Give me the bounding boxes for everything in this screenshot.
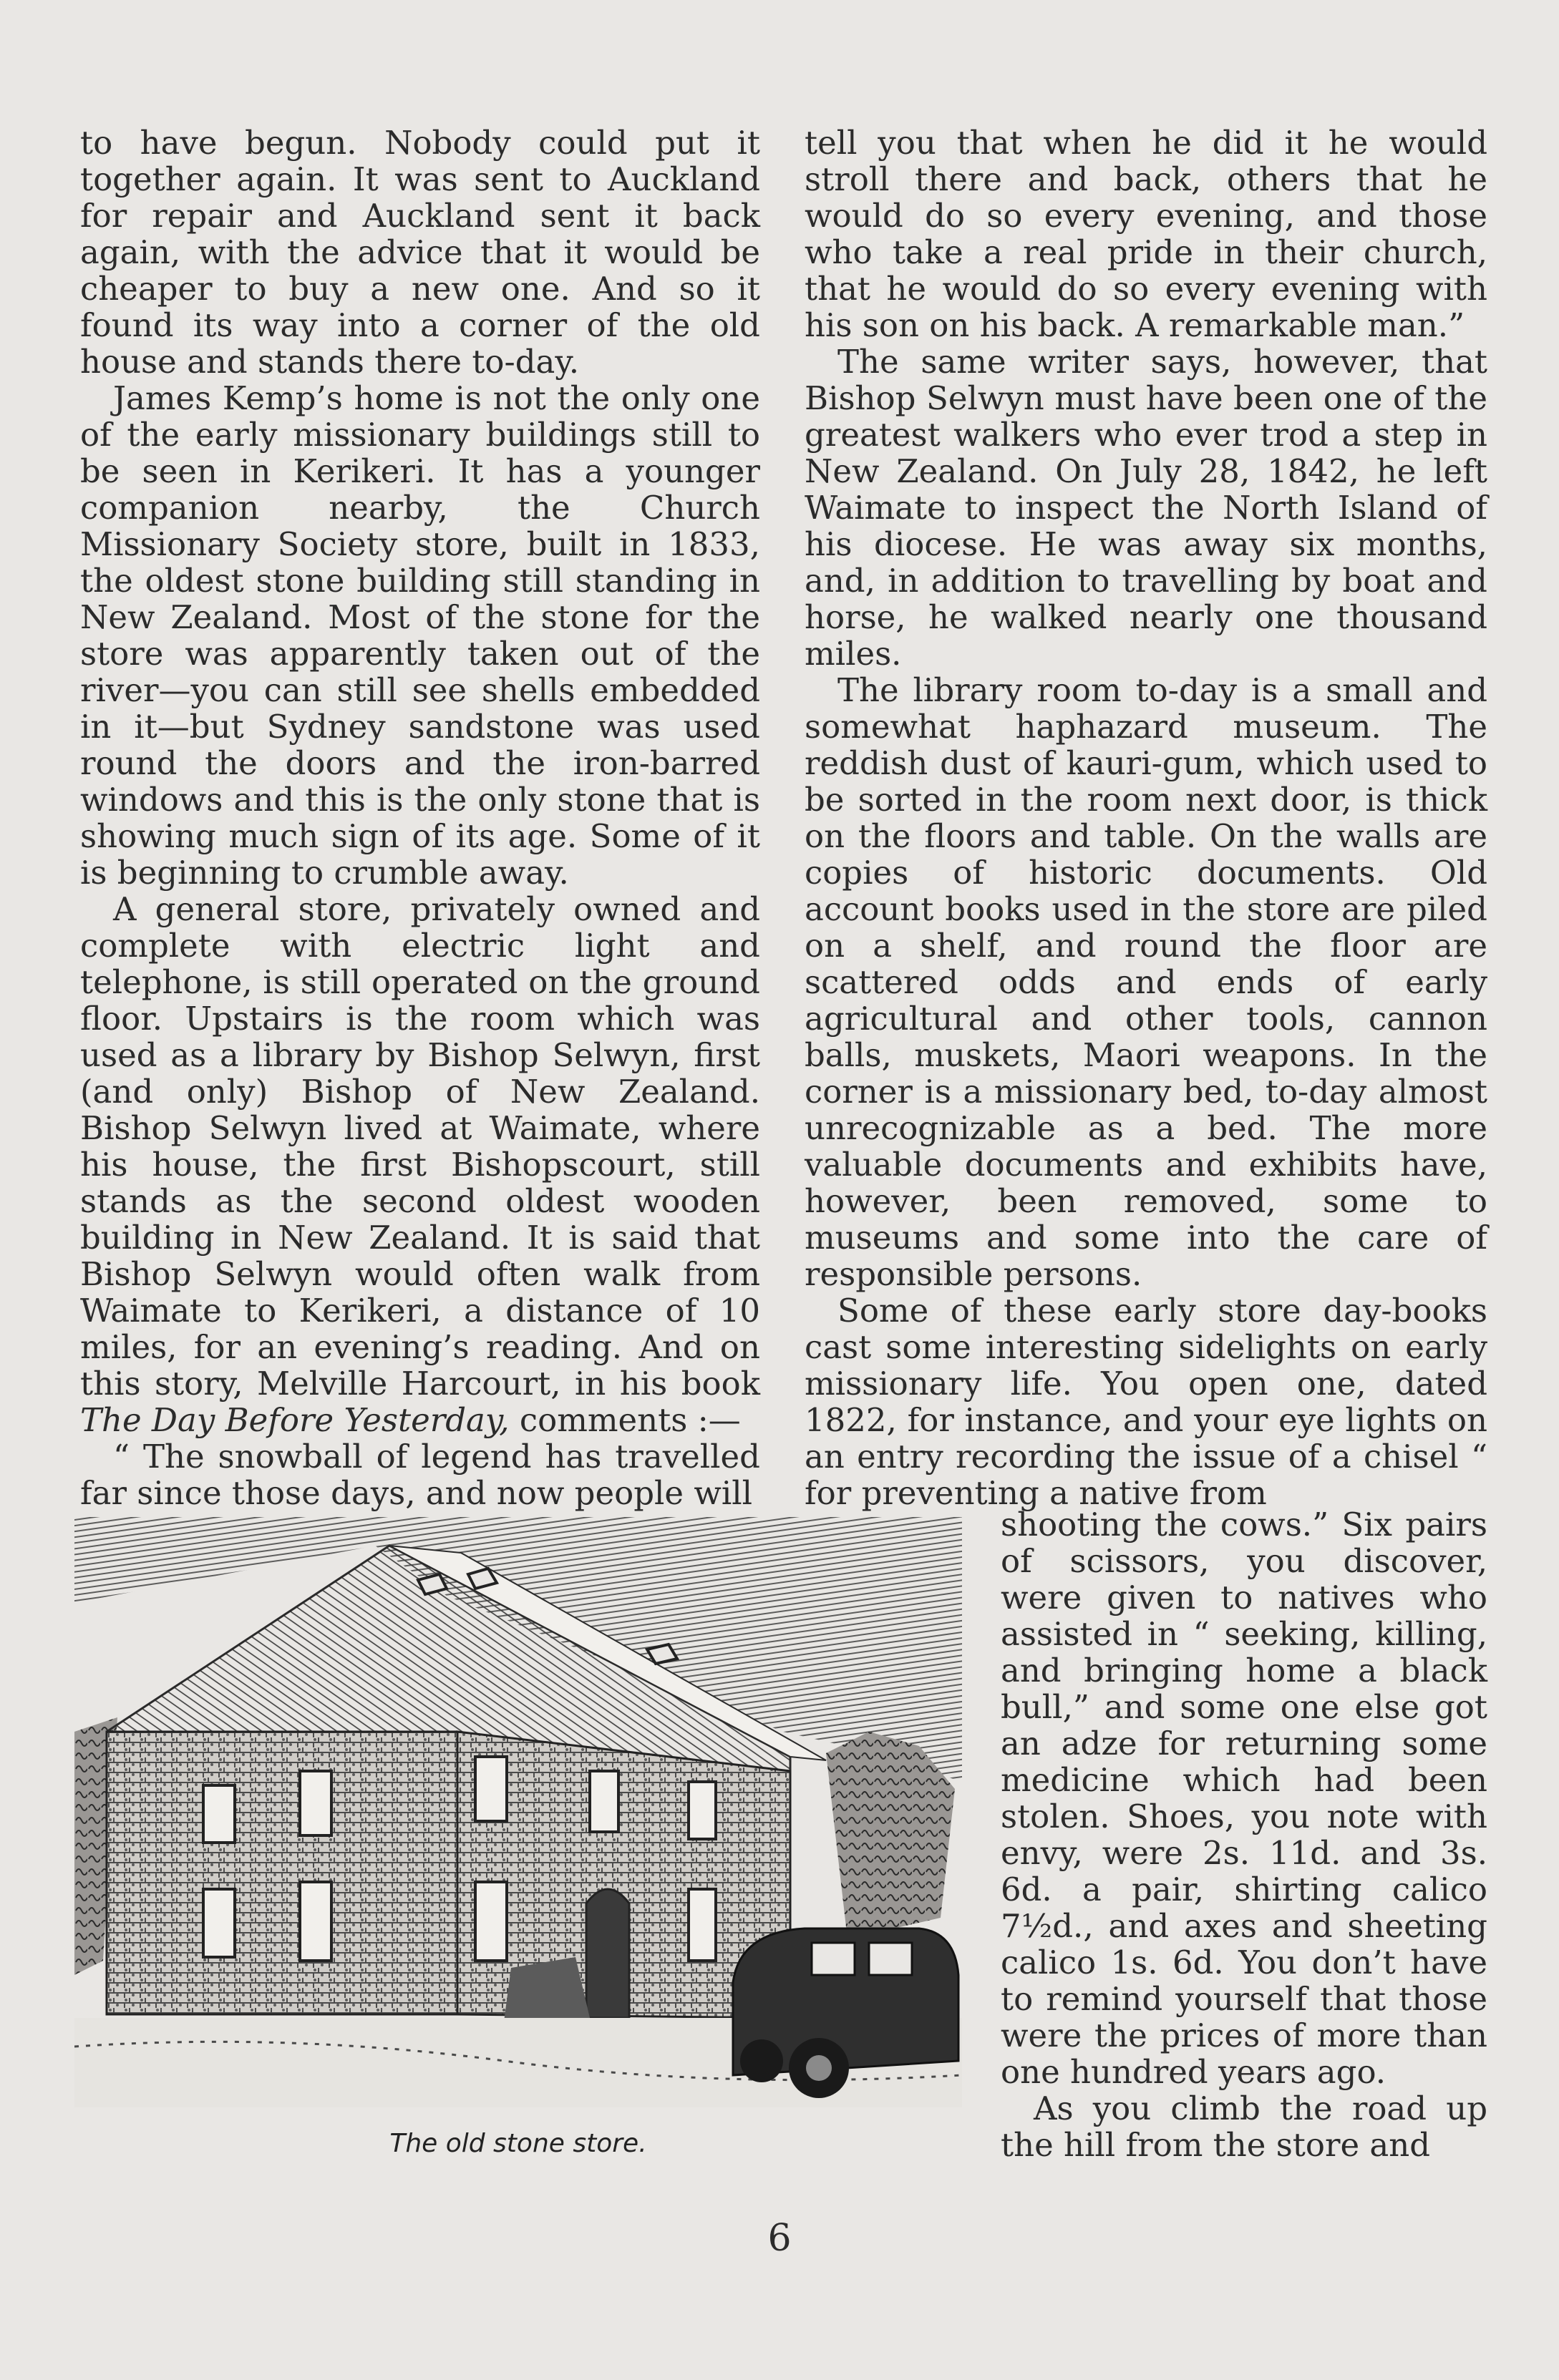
paragraph: Some of these early store day-books cast some interesting sidelights on early missionary life. You open one, dated 1822, for instance, and your eye lights on an entry recording the issue of a chisel “ for preventing a native from xyxy=(805,1292,1487,1512)
right-column-lower xyxy=(1001,1506,1487,2163)
paragraph xyxy=(80,891,760,1438)
paragraph: “ The snowball of legend has travelled far since those days, and now people will xyxy=(80,1438,760,1512)
right-column xyxy=(805,125,1487,1511)
paragraph: The same writer says, however, that Bishop Selwyn must have been one of the greatest walkers who ever trod a step in New Zealand. On July 28, 1842, he left Waimate to inspect the North Island of his diocese. He was away six months, and, in addition to travelling by boat and horse, he walked nearly one thousand miles. xyxy=(805,343,1487,673)
figure-caption: The old stone store. xyxy=(389,2129,647,2158)
paragraph: The library room to-day is a small and somewhat haphazard museum. The reddish dust of kauri-gum, which used to be sorted in the room next door, is thick on the floors and table. On the walls are copies of historic documents. Old account books used in the store are piled on a shelf, and round the floor are scattered odds and ends of early agricultural and other tools, cannon balls, muskets, Maori weapons. In the corner is a missionary bed, to-day almost unrecognizable as a bed. The more valuable documents and exhibits have, however, been removed, some to museums and some into the care of responsible persons. xyxy=(805,671,1487,1293)
paragraph: to have begun. Nobody could put it together again. It was sent to Auckland for repair and Auckland sent it back again, with the advice that it would be cheaper to buy a new one. And so it found its way into a corner of the old house and stands there to-day. xyxy=(80,124,760,381)
stone-store-illustration xyxy=(74,1517,962,2107)
left-column xyxy=(80,125,760,1511)
paragraph-text: A general store, privately owned and complete with electric light and telephone, is still operated on the ground floor. Upstairs is the room which was used as a library by Bishop Selwyn, first (and only) Bishop of New Zealand. Bishop Selwyn lived at Waimate, where his house, the first Bishopscourt, still stands as the second oldest wooden building in New Zealand. It is said that Bishop Selwyn would often walk from Waimate to Kerikeri, a distance of 10 miles, for an evening’s reading. And on this story, Melville Harcourt, in his book xyxy=(80,890,760,1403)
paragraph: James Kemp’s home is not the only one of the early missionary buildings still to be seen in Kerikeri. It has a younger companion nearby, the Church Missionary Society store, built in 1833, the oldest stone building still standing in New Zealand. Most of the stone for the store was apparently taken out of the river—you can still see shells embedded in it—but Sydney sandstone was used round the doors and the iron-barred windows and this is the only stone that is showing much sign of its age. Some of it is beginning to crumble away. xyxy=(80,379,760,892)
paragraph-text: comments :— xyxy=(509,1401,741,1439)
paragraph: shooting the cows.” Six pairs of scissors, you discover, were given to natives who assisted in “ seeking, killing, and bringing home a black bull,” and some one else got an adze for returning some medicine which had been stolen. Shoes, you note with envy, were 2s. 11d. and 3s. 6d. a pair, shirting calico 7½d., and axes and sheeting calico 1s. 6d. You don’t have to remind yourself that those were the prices of more than one hundred years ago. xyxy=(1001,1506,1487,2091)
paragraph: tell you that when he did it he would stroll there and back, others that he would do so every evening, and those who take a real pride in their church, that he would do so every evening with his son on his back. A remarkable man.” xyxy=(805,124,1487,344)
stone-store-drawing xyxy=(74,1517,962,2107)
paragraph: As you climb the road up the hill from the store and xyxy=(1001,2089,1487,2164)
book-title: The Day Before Yesterday, xyxy=(80,1401,510,1439)
page-number: 6 xyxy=(767,2217,792,2260)
